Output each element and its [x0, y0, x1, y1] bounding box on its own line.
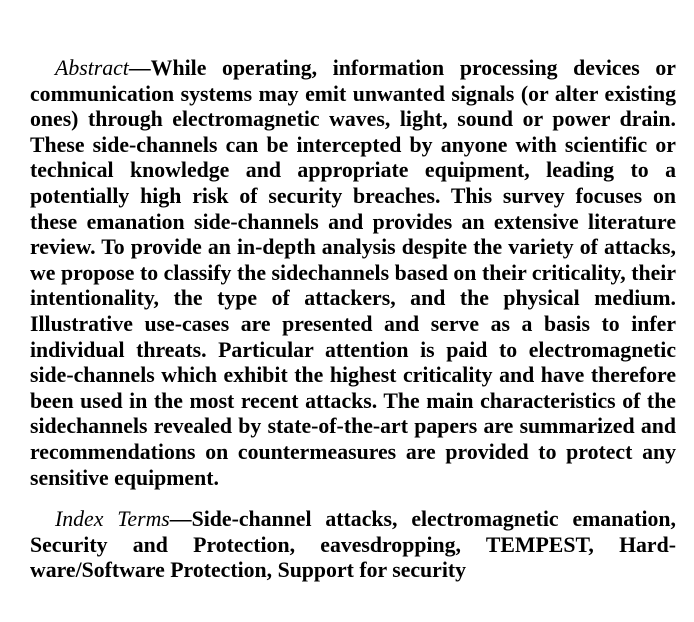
index-terms-text: Side-channel attacks, electromagnetic emanation, Security and Protection, eavesdropping, TEMPEST, Hardware/Software Protection, Support for security	[30, 507, 676, 583]
index-terms-paragraph	[30, 507, 676, 584]
abstract-dash: —	[128, 56, 151, 80]
paper-front-matter	[30, 56, 676, 584]
index-terms-dash: —	[169, 507, 192, 532]
index-terms-label: Index Terms	[55, 507, 170, 532]
abstract-label: Abstract	[55, 56, 129, 80]
abstract-paragraph	[30, 56, 676, 491]
abstract-text: While operating, information processing devices or communication systems may emit unwanted signals (or alter existing ones) through electromagnetic waves, light, sound or power drain. These side-channels can be intercepted by anyone with scientific or technical knowledge and appropriate equipment, leading to a potentially high risk of security breaches. This survey focuses on these emanation side-channels and provides an extensive literature review. To provide an in-depth analysis despite the variety of attacks, we propose to classify the sidechannels based on their criticality, their intentionality, the type of attackers, and the physical medium. Illustrative use-cases are presented and serve as a basis to infer individual threats. Particular attention is paid to electromagnetic side-channels which exhibit the highest criticality and have therefore been used in the most recent attacks. The main characteristics of the sidechannels revealed by state-of-the-art papers are summarized and recommendations on countermeasures are provided to protect any sensitive equipment.	[30, 56, 676, 490]
